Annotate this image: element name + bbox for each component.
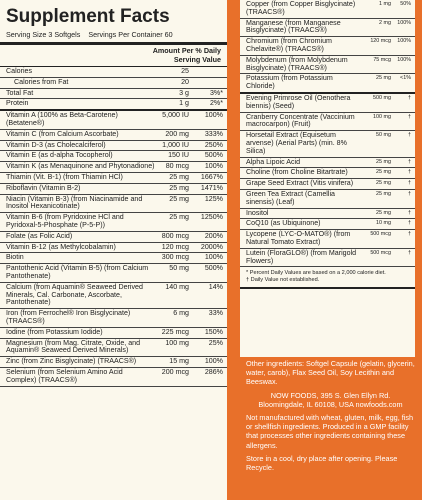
nutrient-list	[0, 67, 227, 387]
row-name: Cranberry Concentrate (Vaccinium macrocarpon) (Fruit)	[246, 112, 355, 129]
row-amount: 25 mg	[376, 190, 391, 197]
row-daily-value: †	[408, 209, 411, 216]
row-amount: 25 mg	[376, 209, 391, 216]
column-header-serving: Serving Value	[173, 54, 221, 64]
ingredient-row	[240, 219, 415, 230]
row-amount: 140 mg	[165, 282, 189, 291]
row-name: Selenium (from Selenium Amino Acid Complex) (TRAACS®)	[6, 367, 123, 384]
row-daily-value: †	[408, 220, 411, 227]
row-name: Grape Seed Extract (Vitis vinifera)	[246, 179, 354, 188]
nutrient-row	[0, 213, 227, 232]
nutrient-row	[0, 253, 227, 264]
row-amount: 25 mg	[169, 183, 189, 192]
row-name: Biotin	[6, 253, 24, 262]
row-amount: 300 mcg	[161, 253, 189, 262]
storage-instructions: Store in a cool, dry place after opening. Please Recycle.	[246, 453, 398, 473]
nutrient-row	[0, 141, 227, 152]
row-daily-value: †	[408, 158, 411, 165]
row-daily-value: 100%	[204, 162, 223, 171]
row-daily-value: 100%	[204, 253, 223, 262]
nutrient-row	[0, 309, 227, 328]
row-name: Manganese (from Manganese Bisglycinate) (TRAACS®)	[246, 18, 341, 35]
row-daily-value: 1471%	[200, 183, 223, 192]
ingredient-row	[240, 190, 415, 209]
row-amount: 25 mg	[376, 180, 391, 187]
nutrient-row	[0, 264, 227, 283]
nutrient-row	[0, 173, 227, 184]
row-daily-value: 100%	[397, 38, 411, 45]
row-amount: 20	[181, 77, 189, 86]
row-daily-value: 33%	[208, 309, 223, 318]
nutrient-row	[0, 89, 227, 100]
row-amount: 100 mg	[373, 113, 391, 120]
column-header	[0, 45, 227, 67]
ingredient-row	[240, 94, 415, 113]
row-amount: 500 mcg	[370, 231, 391, 238]
row-name: Lutein (FloraGLO®) (from Marigold Flowers)	[246, 248, 357, 265]
other-ingredients-text: Other ingredients: Softgel Capsule (gelatin, glycerin, water, carob), Flax Seed Oil, Soy Lecithin and Beeswax.	[246, 359, 415, 387]
row-name: Protein	[6, 99, 29, 108]
row-daily-value: †	[408, 249, 411, 256]
row-amount: 5,000 IU	[162, 111, 189, 120]
row-daily-value: †	[408, 180, 411, 187]
label-edge	[415, 0, 422, 500]
ingredient-row	[240, 131, 415, 157]
ingredient-row	[240, 168, 415, 179]
company-address: Bloomingdale, IL 60108, USA nowfoods.com	[258, 399, 403, 409]
other-ingredients-section	[240, 357, 415, 500]
row-name: Iron (from Ferrochel® Iron Bisglycinate) (TRAACS®)	[6, 309, 131, 325]
ingredient-row	[240, 113, 415, 132]
row-daily-value: 100%	[204, 111, 223, 120]
nutrient-row	[0, 339, 227, 358]
row-daily-value: 100%	[397, 56, 411, 63]
footnotes	[240, 267, 415, 289]
row-amount: 80 mcg	[165, 162, 189, 171]
company-info	[246, 391, 415, 409]
row-amount: 200 mg	[165, 129, 189, 138]
nutrient-row	[0, 357, 227, 368]
row-daily-value	[189, 68, 223, 76]
row-amount: 50 mg	[169, 264, 189, 273]
row-name: Potassium (from Potassium Chloride)	[246, 74, 333, 91]
row-name: Vitamin B-12 (as Methylcobalamin)	[6, 242, 116, 251]
nutrient-row	[0, 328, 227, 339]
nutrient-row	[0, 368, 227, 387]
row-amount: 120 mcg	[370, 38, 391, 45]
nutrient-row	[0, 283, 227, 309]
nutrient-row	[0, 184, 227, 195]
row-name: Inositol	[246, 208, 269, 217]
row-amount: 150 IU	[168, 151, 189, 160]
serving-size: Serving Size 3 Softgels	[6, 30, 81, 39]
row-amount: 50 mg	[376, 132, 391, 139]
row-name: Vitamin B-6 (from Pyridoxine HCl and Pyridoxal-5-Phosphate (P-5-P))	[6, 213, 124, 229]
nutrient-row	[0, 151, 227, 162]
row-amount: 6 mg	[173, 309, 189, 318]
row-name: Vitamin C (from Calcium Ascorbate)	[6, 129, 119, 138]
row-daily-value: 125%	[204, 194, 223, 203]
row-name: Alpha Lipoic Acid	[246, 157, 301, 166]
servings-per-container: Servings Per Container 60	[88, 30, 173, 39]
row-name: Niacin (Vitamin B-3) (from Niacinamide and Inositol Hexanicotinate)	[6, 194, 143, 211]
nutrient-row	[0, 99, 227, 111]
row-amount: 25 mg	[376, 158, 391, 165]
row-daily-value: 150%	[204, 327, 223, 336]
row-amount: 75 mcg	[373, 56, 391, 63]
row-name: Copper (from Copper Bisglycinate) (TRAACS®)	[246, 0, 356, 16]
row-amount: 120 mcg	[161, 242, 189, 251]
row-name: Folate (as Folic Acid)	[6, 231, 73, 240]
row-amount: 3 g	[179, 88, 189, 97]
row-name: Iodine (from Potassium Iodide)	[6, 327, 103, 336]
row-daily-value: 2%*	[209, 99, 223, 108]
row-amount: 25 mg	[376, 169, 391, 176]
footnote-daily-values: * Percent Daily Values are based on a 2,000 calorie diet.	[246, 270, 386, 277]
row-daily-value: 1250%	[200, 213, 223, 222]
row-name: CoQ10 (as Ubiquinone)	[246, 219, 321, 228]
ingredient-row	[240, 179, 415, 190]
row-amount: 200 mcg	[161, 367, 189, 376]
row-name: Pantothenic Acid (Vitamin B-5) (from Calcium Pantothenate)	[6, 264, 149, 280]
row-amount: 1 mg	[379, 1, 391, 7]
row-daily-value: <1%	[400, 75, 411, 82]
nutrient-row	[0, 111, 227, 130]
row-amount: 225 mcg	[161, 327, 189, 336]
label-gap	[227, 0, 240, 500]
row-amount: 1,000 IU	[162, 140, 189, 149]
row-name: Evening Primrose Oil (Oenothera biennis) (Seed)	[246, 93, 351, 110]
nutrient-row	[0, 243, 227, 254]
row-amount: 25 mg	[169, 172, 189, 181]
row-amount: 2 mg	[379, 19, 391, 26]
row-daily-value: 250%	[204, 140, 223, 149]
allergen-statement: Not manufactured with wheat, gluten, milk, egg, fish or shellfish ingredients. Produced in a GMP facility that processes other ingredients containing these allergens.	[246, 413, 414, 450]
row-name: Choline (from Choline Bitartrate)	[246, 168, 348, 177]
ingredient-row	[240, 209, 415, 220]
row-daily-value: †	[408, 94, 411, 101]
row-daily-value: 2000%	[200, 242, 223, 251]
ingredient-row	[240, 158, 415, 169]
ingredient-row	[240, 19, 415, 38]
column-header-amount: Amount Per % Daily	[152, 46, 221, 55]
row-amount: 500 mg	[373, 94, 391, 101]
nutrient-row	[0, 195, 227, 214]
row-daily-value: †	[408, 113, 411, 120]
row-name: Total Fat	[6, 88, 34, 97]
row-amount: 100 mg	[165, 338, 189, 347]
company-name: NOW FOODS, 395 S. Glen Ellyn Rd.	[270, 390, 391, 400]
row-name: Riboflavin (Vitamin B-2)	[6, 183, 81, 192]
row-name: Calcium (from Aquamin® Seaweed Derived Minerals, Cal. Carbonate, Ascorbate, Pantothenate)	[6, 282, 143, 307]
ingredient-row	[240, 230, 415, 249]
row-name: Vitamin K (as Menaquinone and Phytonadione)	[6, 162, 155, 171]
nutrient-row	[0, 67, 227, 78]
row-name: Zinc (from Zinc Bisglycinate) (TRAACS®)	[6, 357, 137, 366]
row-amount: 25 mg	[376, 75, 391, 82]
row-name: Vitamin D-3 (as Cholecalciferol)	[6, 140, 106, 149]
row-daily-value: 25%	[208, 338, 223, 347]
row-daily-value: 500%	[204, 264, 223, 273]
row-daily-value: 100%	[204, 357, 223, 366]
recycle-note: Please Recycle.	[246, 453, 398, 473]
nutrient-row	[0, 162, 227, 173]
row-name: Chromium (from Chromium Chelavite®) (TRAACS®)	[246, 37, 332, 53]
row-name: Molybdenum (from Molybdenum Bisglycinate) (TRAACS®)	[246, 55, 348, 72]
row-daily-value: †	[408, 190, 411, 197]
row-amount: 25 mg	[169, 213, 189, 222]
row-amount: 25	[181, 67, 189, 75]
nutrient-row	[0, 130, 227, 141]
nutrient-row	[0, 78, 227, 89]
row-daily-value: 14%	[208, 282, 223, 291]
row-name: Thiamin (Vit. B-1) (from Thiamin HCl)	[6, 172, 123, 181]
row-amount: 15 mg	[169, 357, 189, 366]
row-daily-value: 100%	[397, 19, 411, 26]
row-daily-value: †	[408, 231, 411, 238]
row-name: Lycopene (LYC-O-MATO®) (from Natural Tomato Extract)	[246, 230, 351, 246]
row-amount: 1 g	[179, 99, 189, 108]
row-name: Vitamin A (100% as Beta-Carotene) (Betatene®)	[6, 111, 118, 127]
row-daily-value	[189, 79, 223, 87]
row-daily-value: 200%	[204, 231, 223, 240]
row-name: Calories from Fat	[14, 77, 69, 86]
ingredient-row	[240, 37, 415, 56]
row-amount: 10 mg	[376, 220, 391, 227]
mineral-list	[240, 0, 415, 94]
row-amount: 25 mg	[169, 194, 189, 203]
nutrient-row	[0, 232, 227, 243]
footnote-dagger: † Daily Value not established.	[246, 277, 320, 284]
row-daily-value: 333%	[204, 129, 223, 138]
row-name: Vitamin E (as d-alpha Tocopherol)	[6, 151, 113, 160]
row-name: Calories	[6, 67, 33, 75]
row-name: Horsetail Extract (Equisetum arvense) (Aerial Parts) (min. 8% Silica)	[246, 131, 347, 155]
row-daily-value: 1667%	[200, 172, 223, 181]
row-daily-value: 50%	[400, 1, 411, 7]
row-daily-value: †	[408, 169, 411, 176]
botanical-list	[240, 94, 415, 267]
serving-info	[0, 28, 227, 45]
row-amount: 800 mcg	[161, 231, 189, 240]
ingredient-row	[240, 249, 415, 268]
ingredient-row	[240, 56, 415, 75]
row-name: Magnesium (from Mag. Citrate, Oxide, and Aquamin® Seaweed Derived Minerals)	[6, 338, 141, 355]
row-daily-value: 286%	[204, 367, 223, 376]
row-daily-value: 500%	[204, 151, 223, 160]
row-amount: 500 mcg	[370, 249, 391, 256]
ingredient-row	[240, 0, 415, 19]
ingredient-row	[240, 74, 415, 94]
panel-title: Supplement Facts	[6, 6, 170, 27]
row-daily-value: 3%*	[209, 88, 223, 97]
row-daily-value: †	[408, 132, 411, 139]
row-name: Green Tea Extract (Camellia sinensis) (Leaf)	[246, 189, 335, 206]
